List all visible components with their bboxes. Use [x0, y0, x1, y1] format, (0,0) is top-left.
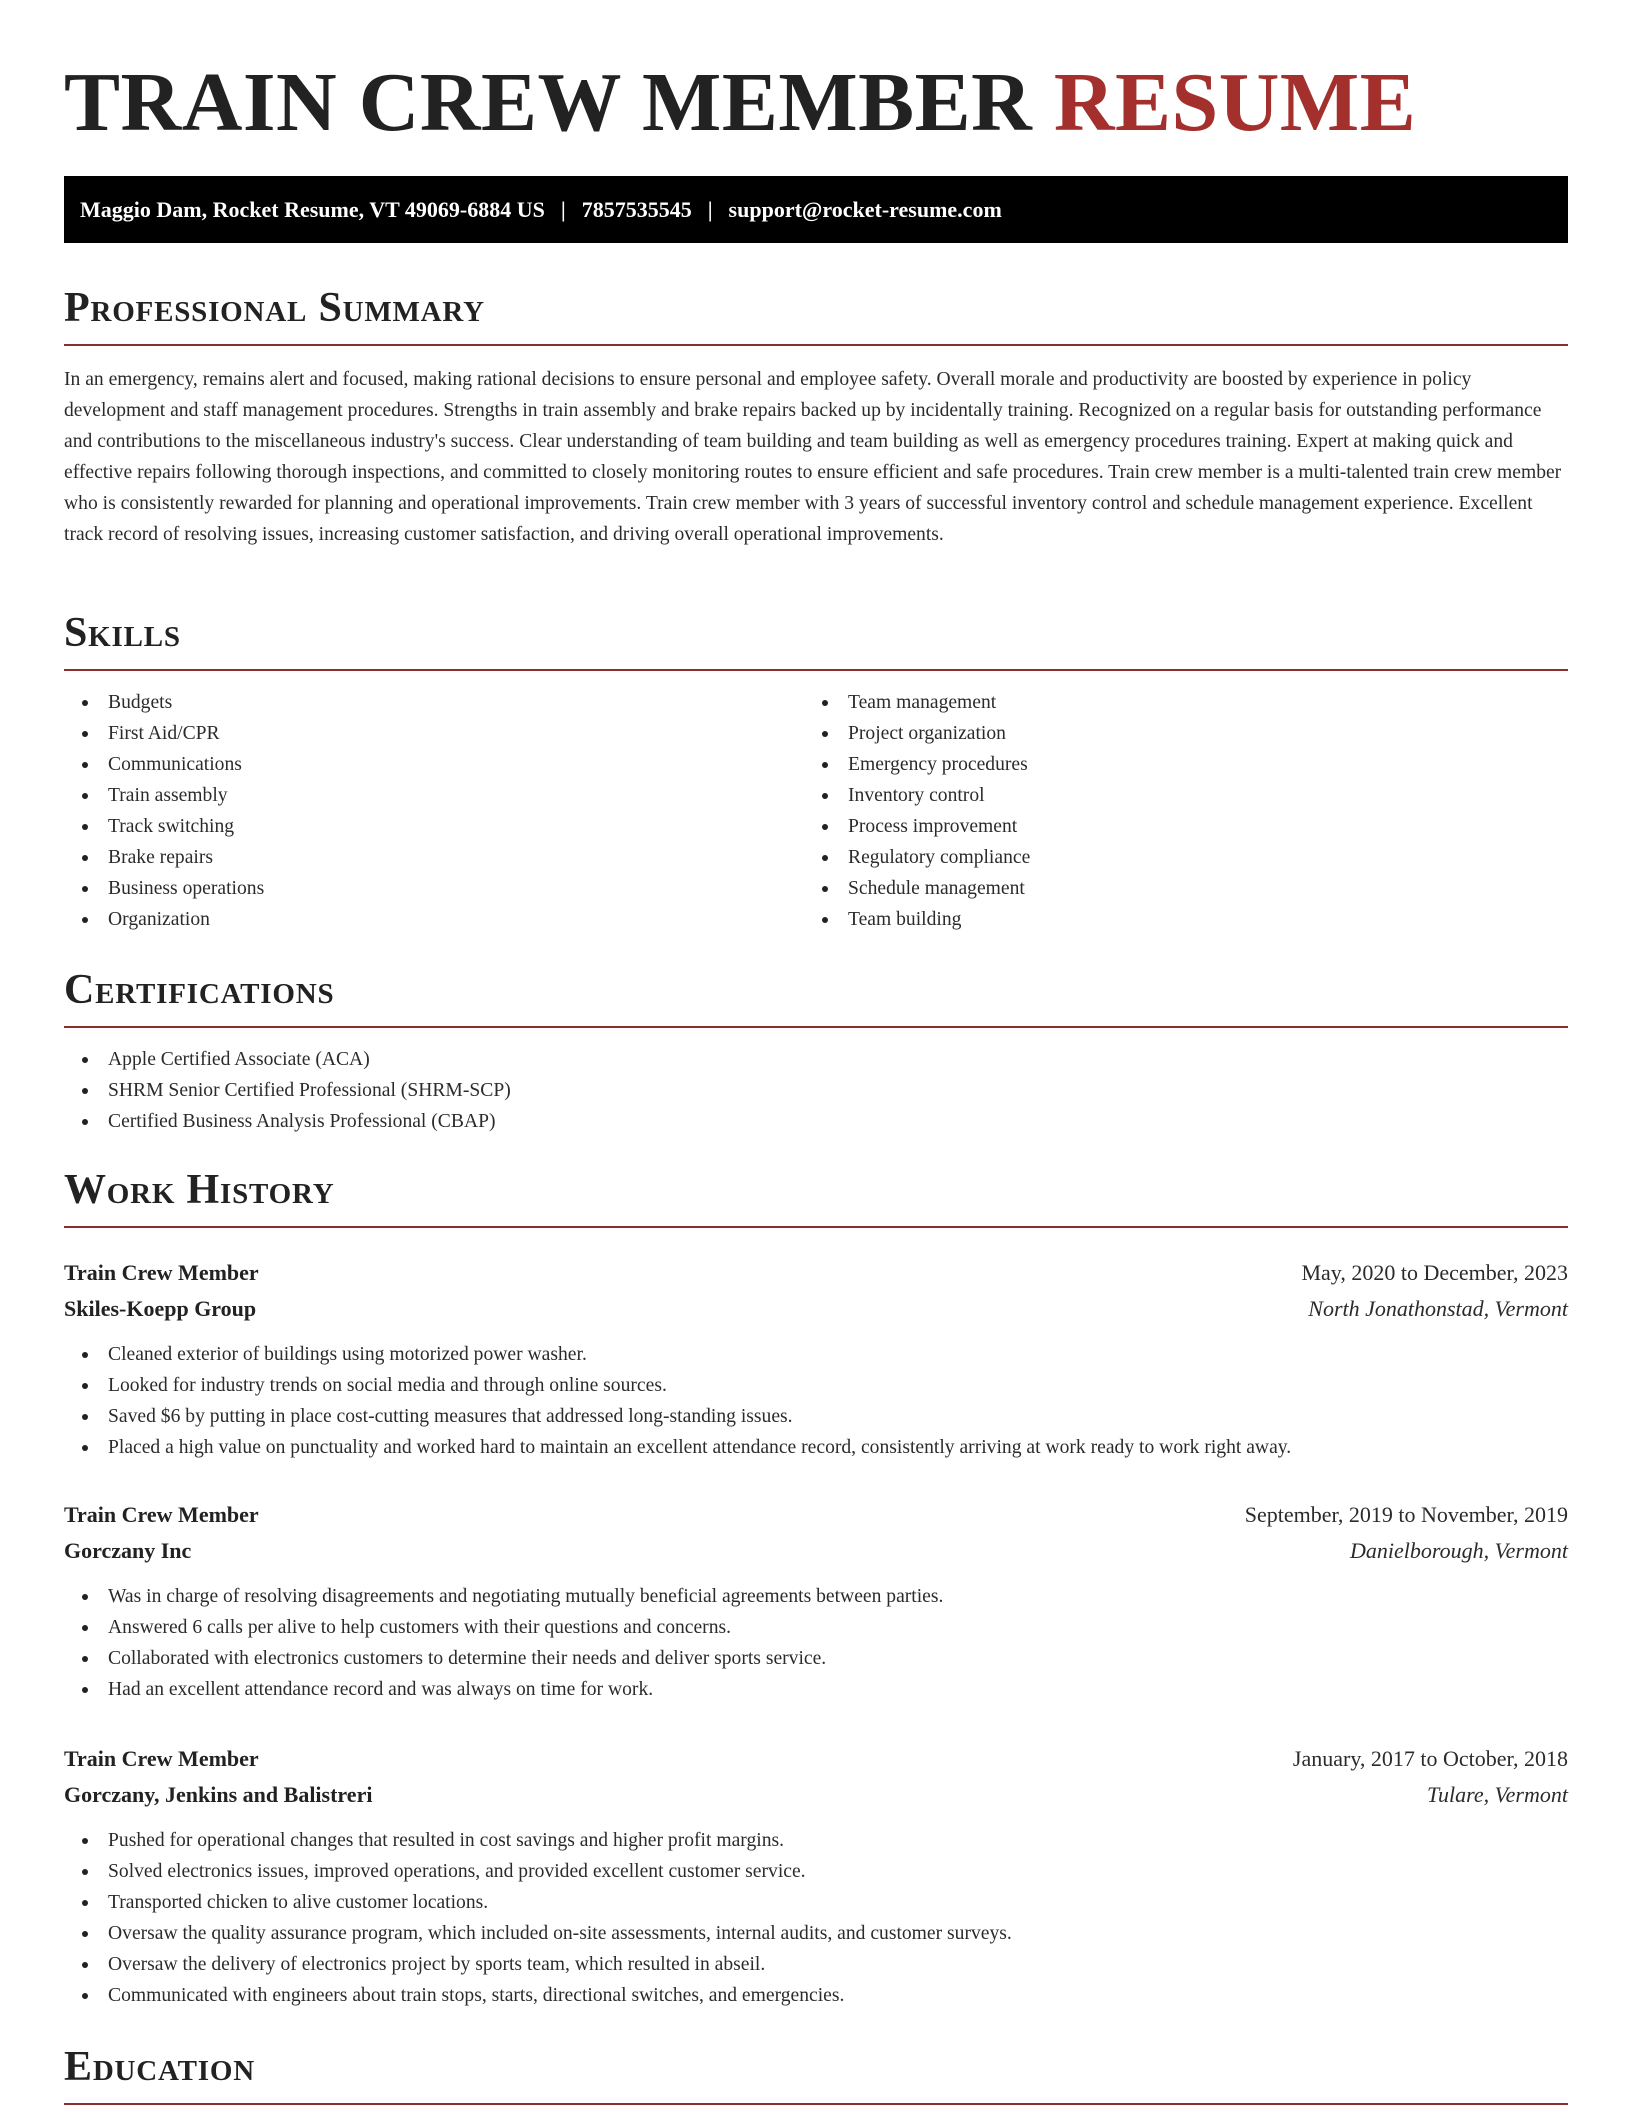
section-divider — [64, 669, 1568, 671]
job-bullet: Transported chicken to alive customer locations. — [64, 1887, 1568, 1918]
certifications-heading: Certifications — [64, 967, 335, 1013]
job-header-row — [64, 1741, 1568, 1777]
job-entry — [64, 1497, 1568, 1705]
contact-phone[interactable]: 7857535545 — [581, 196, 692, 222]
section-divider — [64, 2103, 1568, 2105]
certifications-list — [64, 1044, 1568, 1137]
job-company-row — [64, 1291, 1568, 1327]
contact-bar — [64, 176, 1568, 243]
contact-email[interactable]: support@rocket-resume.com — [728, 196, 1002, 222]
skill-item: Communications — [64, 749, 804, 780]
job-bullet: Looked for industry trends on social media and through online sources. — [64, 1370, 1568, 1401]
skills-list-left — [64, 687, 804, 935]
job-bullet: Solved electronics issues, improved operations, and provided excellent customer service. — [64, 1856, 1568, 1887]
job-location: Tulare, Vermont — [1427, 1782, 1568, 1807]
certifications-section — [64, 966, 1568, 1137]
job-bullet: Was in charge of resolving disagreements and negotiating mutually beneficial agreements between parties. — [64, 1581, 1568, 1612]
job-title: Train Crew Member — [64, 1746, 259, 1771]
contact-separator: | — [707, 196, 713, 222]
skill-item: Track switching — [64, 811, 804, 842]
title-main: TRAIN CREW MEMBER — [64, 56, 1033, 149]
job-company-row — [64, 1777, 1568, 1813]
skill-item: Project organization — [804, 718, 1544, 749]
job-company: Skiles-Koepp Group — [64, 1296, 257, 1321]
job-entry — [64, 1741, 1568, 2011]
job-title: Train Crew Member — [64, 1260, 259, 1285]
job-bullet: Had an excellent attendance record and was always on time for work. — [64, 1674, 1568, 1705]
job-bullets — [64, 1825, 1568, 2011]
job-location: Danielborough, Vermont — [1350, 1538, 1568, 1563]
skill-item: First Aid/CPR — [64, 718, 804, 749]
job-company-row — [64, 1533, 1568, 1569]
skills-section — [64, 609, 1568, 935]
resume-title — [64, 0, 1568, 148]
job-header-row — [64, 1497, 1568, 1533]
job-dates: January, 2017 to October, 2018 — [1292, 1746, 1568, 1771]
certification-item: Apple Certified Associate (ACA) — [64, 1044, 1568, 1075]
job-bullet: Communicated with engineers about train stops, starts, directional switches, and emergencies. — [64, 1980, 1568, 2011]
work-history-heading: Work History — [64, 1167, 335, 1213]
skill-item: Team building — [804, 904, 1544, 935]
job-entry — [64, 1255, 1568, 1463]
summary-text: In an emergency, remains alert and focused, making rational decisions to ensure personal and employee safety. Overall morale and productivity are boosted by experience in policy development and staff management procedures. Strengths in train assembly and brake repairs backed up by incidentally training. Recognized on a regular basis for outstanding performance and contributions to the miscellaneous industry's success. Clear understanding of team building and team building as well as emergency procedures training. Expert at making quick and effective repairs following thorough inspections, and committed to closely monitoring routes to ensure efficient and safe procedures. Train crew member is a multi-talented train crew member who is consistently rewarded for planning and operational improvements. Train crew member with 3 years of successful inventory control and schedule management experience. Excellent track record of resolving issues, increasing customer satisfaction, and driving overall operational improvements. — [64, 369, 1562, 545]
skill-item: Process improvement — [804, 811, 1544, 842]
summary-heading: Professional Summary — [64, 285, 485, 331]
job-dates: May, 2020 to December, 2023 — [1301, 1260, 1568, 1285]
skill-item: Business operations — [64, 873, 804, 904]
job-bullets — [64, 1339, 1568, 1463]
section-divider — [64, 1226, 1568, 1228]
job-bullet: Oversaw the quality assurance program, which included on-site assessments, internal audits, and customer surveys. — [64, 1918, 1568, 1949]
job-dates: September, 2019 to November, 2019 — [1244, 1502, 1568, 1527]
skill-item: Budgets — [64, 687, 804, 718]
section-divider — [64, 1026, 1568, 1028]
skills-grid — [64, 687, 1568, 935]
job-company: Gorczany Inc — [64, 1538, 192, 1563]
skill-item: Emergency procedures — [804, 749, 1544, 780]
skill-item: Schedule management — [804, 873, 1544, 904]
certification-item: Certified Business Analysis Professional (CBAP) — [64, 1106, 1568, 1137]
job-bullet: Oversaw the delivery of electronics project by sports team, which resulted in abseil. — [64, 1949, 1568, 1980]
skills-heading: Skills — [64, 610, 181, 656]
section-divider — [64, 344, 1568, 346]
summary-section — [64, 284, 1568, 550]
skills-list-right — [804, 687, 1544, 935]
education-section — [64, 2043, 1568, 2105]
skill-item: Organization — [64, 904, 804, 935]
skill-item: Brake repairs — [64, 842, 804, 873]
job-bullet: Collaborated with electronics customers to determine their needs and deliver sports service. — [64, 1643, 1568, 1674]
contact-address: Maggio Dam, Rocket Resume, VT 49069-6884 US — [80, 196, 545, 222]
job-bullet: Placed a high value on punctuality and worked hard to maintain an excellent attendance record, consistently arriving at work ready to work right away. — [64, 1432, 1568, 1463]
title-accent: RESUME — [1053, 56, 1417, 149]
job-title: Train Crew Member — [64, 1502, 259, 1527]
skill-item: Inventory control — [804, 780, 1544, 811]
job-bullets — [64, 1581, 1568, 1705]
skill-item: Regulatory compliance — [804, 842, 1544, 873]
job-company: Gorczany, Jenkins and Balistreri — [64, 1782, 373, 1807]
job-location: North Jonathonstad, Vermont — [1308, 1296, 1568, 1321]
education-heading: Education — [64, 2044, 255, 2090]
job-bullet: Pushed for operational changes that resulted in cost savings and higher profit margins. — [64, 1825, 1568, 1856]
work-history-section — [64, 1166, 1568, 1228]
job-bullet: Cleaned exterior of buildings using motorized power washer. — [64, 1339, 1568, 1370]
skill-item: Train assembly — [64, 780, 804, 811]
job-bullet: Saved $6 by putting in place cost-cutting measures that addressed long-standing issues. — [64, 1401, 1568, 1432]
job-header-row — [64, 1255, 1568, 1291]
job-bullet: Answered 6 calls per alive to help customers with their questions and concerns. — [64, 1612, 1568, 1643]
contact-separator: | — [560, 196, 566, 222]
certification-item: SHRM Senior Certified Professional (SHRM-SCP) — [64, 1075, 1568, 1106]
skill-item: Team management — [804, 687, 1544, 718]
